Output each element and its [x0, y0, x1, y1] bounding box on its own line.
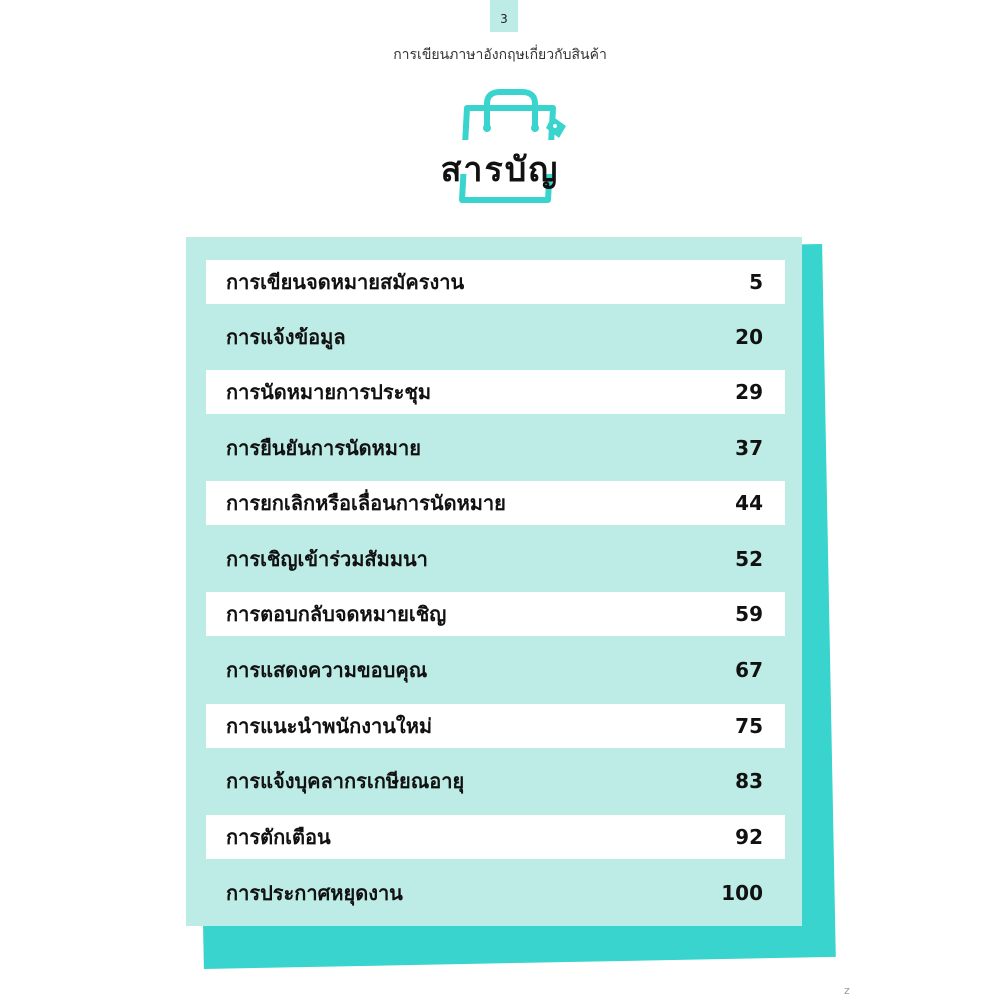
corner-mark: z: [844, 984, 850, 997]
toc-entry-title: การตอบกลับจดหมายเชิญ: [226, 602, 447, 626]
toc-entry-title: การประกาศหยุดงาน: [226, 881, 403, 905]
page-number: 3: [500, 12, 508, 26]
toc-entry[interactable]: [206, 315, 785, 359]
toc-title: สารบัญ: [440, 150, 560, 190]
toc-entry[interactable]: [206, 592, 785, 636]
toc-entry-page: 29: [735, 380, 763, 404]
toc-entry-title: การแจ้งบุคลากรเกษียณอายุ: [226, 769, 465, 793]
toc-entry-page: 5: [749, 270, 763, 294]
toc-entry[interactable]: [206, 759, 785, 803]
toc-entry-page: 100: [721, 881, 763, 905]
page-number-tab: [490, 0, 518, 32]
toc-entry-title: การยืนยันการนัดหมาย: [226, 436, 421, 460]
toc-entry[interactable]: [206, 537, 785, 581]
toc-entry[interactable]: [206, 260, 785, 304]
toc-entry-title: การเชิญเข้าร่วมสัมมนา: [226, 547, 428, 571]
toc-entry-page: 83: [735, 769, 763, 793]
toc-entry-page: 37: [735, 436, 763, 460]
toc-entry-page: 52: [735, 547, 763, 571]
toc-entry-title: การแจ้งข้อมูล: [226, 325, 346, 349]
toc-entry-title: การยกเลิกหรือเลื่อนการนัดหมาย: [226, 491, 506, 515]
toc-entry-page: 92: [735, 825, 763, 849]
toc-entry-page: 20: [735, 325, 763, 349]
running-header: การเขียนภาษาอังกฤษเกี่ยวกับสินค้า: [393, 47, 607, 63]
toc-entry-title: การเขียนจดหมายสมัครงาน: [226, 270, 465, 294]
toc-entry[interactable]: [206, 648, 785, 692]
toc-entry[interactable]: [206, 871, 785, 915]
toc-entry-title: การแสดงความขอบคุณ: [226, 658, 428, 682]
toc-entry-page: 67: [735, 658, 763, 682]
toc-entry[interactable]: [206, 426, 785, 470]
toc-entry[interactable]: [206, 481, 785, 525]
toc-entry-title: การแนะนำพนักงานใหม่: [226, 714, 433, 738]
toc-entry-page: 75: [735, 714, 763, 738]
toc-entry-page: 59: [735, 602, 763, 626]
toc-entry-title: การตักเตือน: [226, 825, 331, 849]
toc-entry-title: การนัดหมายการประชุม: [226, 380, 432, 404]
toc-entry[interactable]: [206, 815, 785, 859]
toc-entry-page: 44: [735, 491, 763, 515]
toc-entry[interactable]: [206, 704, 785, 748]
toc-entry[interactable]: [206, 370, 785, 414]
